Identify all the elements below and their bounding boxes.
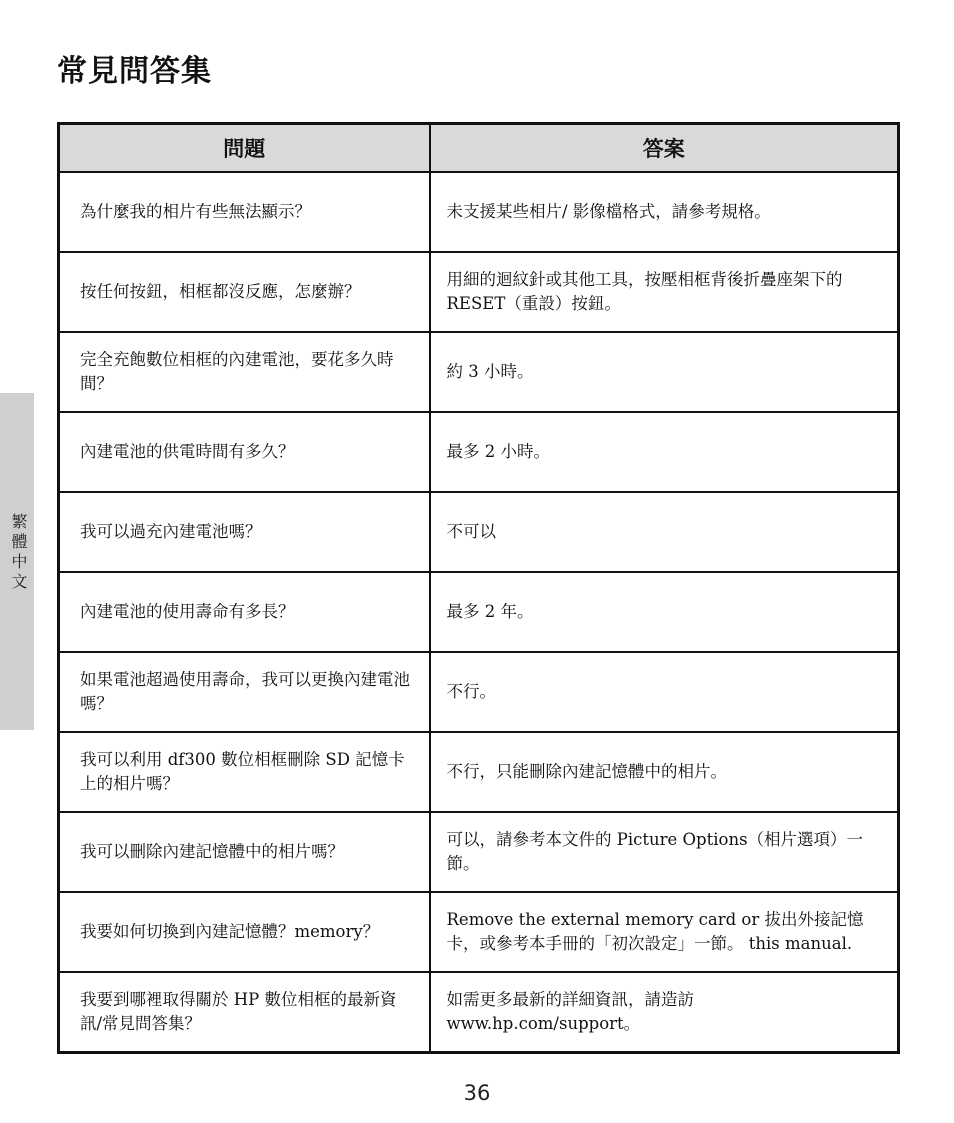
answer-cell: Remove the external memory card or 拔出外接記憶卡，或參考本手冊的「初次設定」一節。 this manual. [430, 892, 899, 972]
answer-cell: 用細的迴紋針或其他工具，按壓相框背後折疊座架下的 RESET（重設）按鈕。 [430, 252, 899, 332]
question-cell: 內建電池的供電時間有多久？ [59, 412, 430, 492]
question-cell: 完全充飽數位相框的內建電池，要花多久時間？ [59, 332, 430, 412]
question-cell: 我可以利用 df300 數位相框刪除 SD 記憶卡上的相片嗎？ [59, 732, 430, 812]
question-cell: 按任何按鈕，相框都沒反應，怎麼辦？ [59, 252, 430, 332]
table-row [59, 892, 899, 972]
table-row [59, 252, 899, 332]
question-cell: 如果電池超過使用壽命，我可以更換內建電池嗎？ [59, 652, 430, 732]
table-row [59, 492, 899, 572]
header-question: 問題 [59, 124, 430, 173]
page-number: 36 [463, 1081, 491, 1105]
table-row [59, 652, 899, 732]
header-answer: 答案 [430, 124, 899, 173]
question-cell: 內建電池的使用壽命有多長？ [59, 572, 430, 652]
answer-cell: 如需更多最新的詳細資訊，請造訪 www.hp.com/support。 [430, 972, 899, 1053]
table-row [59, 812, 899, 892]
question-cell: 為什麼我的相片有些無法顯示？ [59, 172, 430, 252]
table-header-row [59, 124, 899, 173]
answer-cell: 未支援某些相片/ 影像檔格式，請參考規格。 [430, 172, 899, 252]
question-cell: 我要到哪裡取得關於 HP 數位相框的最新資訊/常見問答集？ [59, 972, 430, 1053]
table-row [59, 572, 899, 652]
language-side-tab [0, 393, 34, 730]
page-title: 常見問答集 [57, 54, 212, 89]
answer-cell: 不行，只能刪除內建記憶體中的相片。 [430, 732, 899, 812]
language-label: 繁體中文 [9, 513, 28, 593]
table-row [59, 732, 899, 812]
answer-cell: 不行。 [430, 652, 899, 732]
table-row [59, 332, 899, 412]
question-cell: 我要如何切換到內建記憶體？memory？ [59, 892, 430, 972]
answer-cell: 不可以 [430, 492, 899, 572]
question-cell: 我可以刪除內建記憶體中的相片嗎？ [59, 812, 430, 892]
question-cell: 我可以過充內建電池嗎？ [59, 492, 430, 572]
answer-cell: 約 3 小時。 [430, 332, 899, 412]
answer-cell: 最多 2 小時。 [430, 412, 899, 492]
table-row [59, 172, 899, 252]
table-row [59, 412, 899, 492]
table-row [59, 972, 899, 1053]
answer-cell: 可以，請參考本文件的 Picture Options（相片選項）一節。 [430, 812, 899, 892]
faq-table [57, 122, 900, 1054]
answer-cell: 最多 2 年。 [430, 572, 899, 652]
